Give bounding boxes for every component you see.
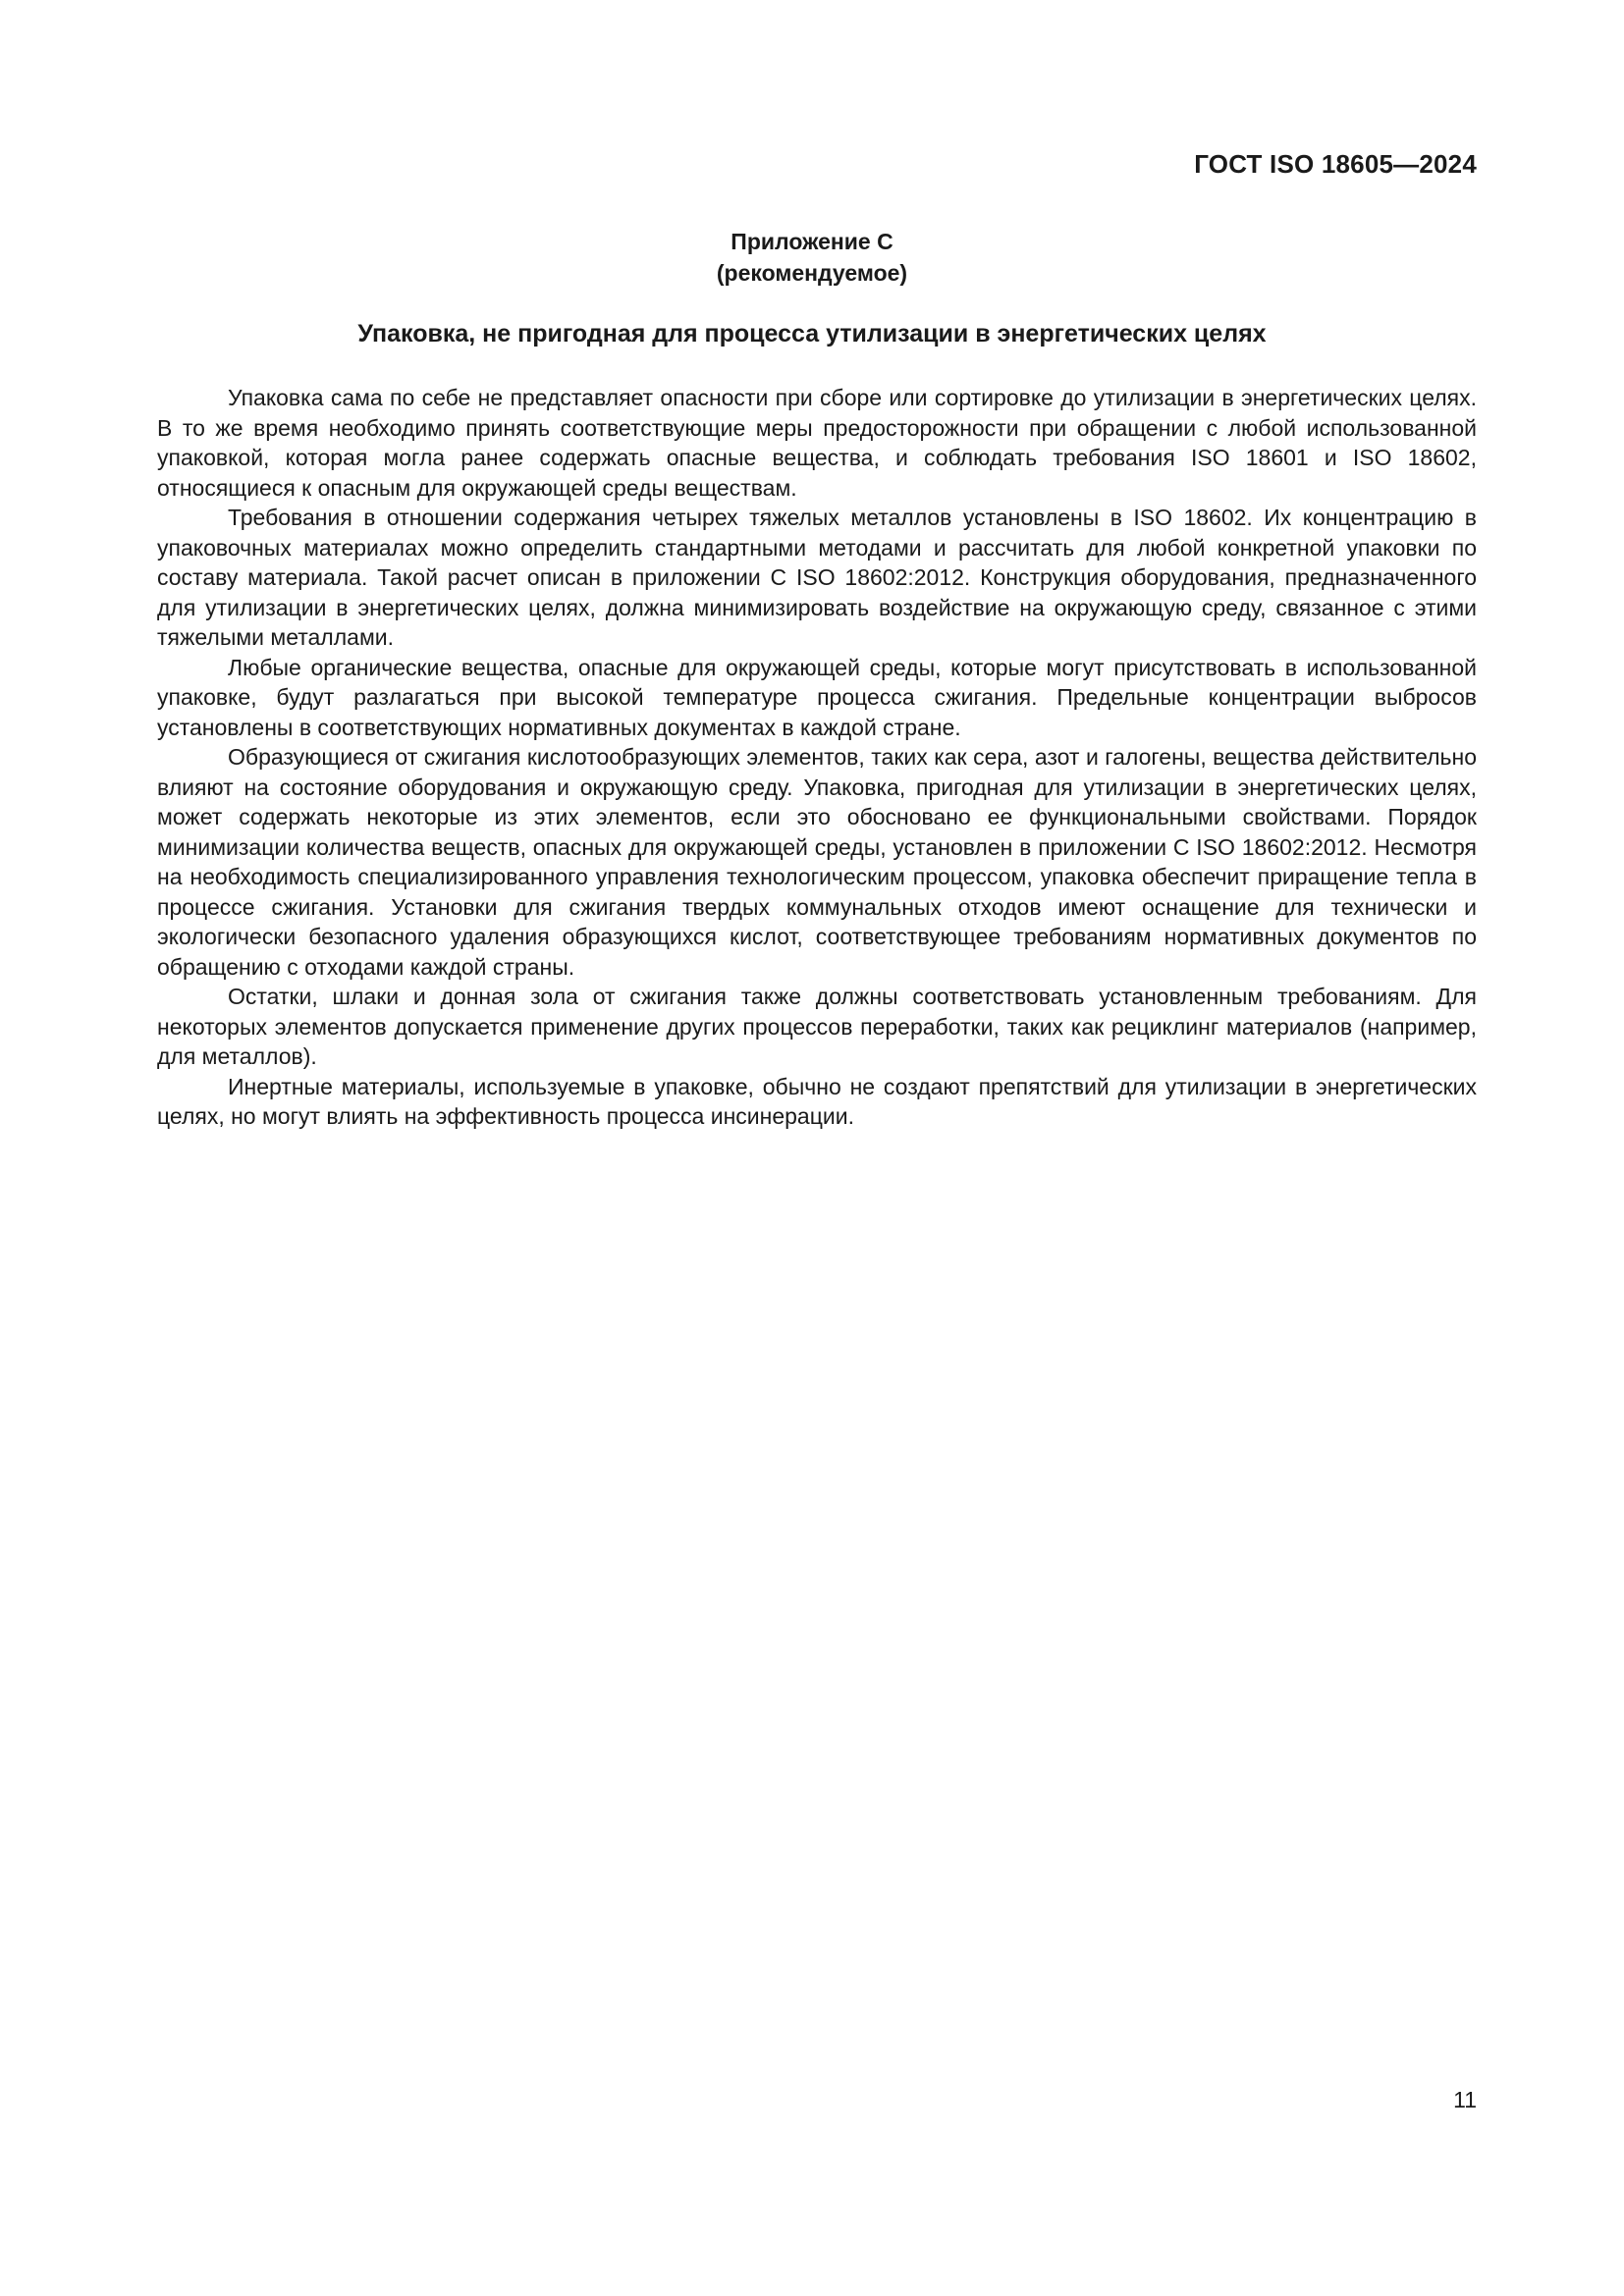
annex-title: Приложение С [731,229,893,254]
paragraph: Инертные материалы, используемые в упаковке, обычно не создают препятствий для утилизации в энергетических целях, но могут влиять на эффективность процесса инсинерации. [157,1073,1477,1129]
paragraph: Остатки, шлаки и донная зола от сжигания также должны соответствовать установленным требованиям. Для некоторых элементов допускается применение других процессов переработки, таких как рециклинг материалов (например, для металлов). [157,984,1477,1069]
section-title: Упаковка, не пригодная для процесса утилизации в энергетических целях [357,320,1267,347]
paragraph: Упаковка сама по себе не представляет опасности при сборе или сортировке до утилизации в энергетических целях. В то же время необходимо принять соответствующие меры предосторожности при обращении с любой использованной упаковкой, которая могла ранее содержать опасные вещества, и соблюдать требования ISO 18601 и ISO 18602, относящиеся к опасным для окружающей среды веществам. [157,385,1477,501]
body-text [157,383,1477,1132]
annex-status: (рекомендуемое) [716,260,908,286]
paragraph: Требования в отношении содержания четырех тяжелых металлов установлены в ISO 18602. Их концентрацию в упаковочных материалах можно определить стандартными методами и рассчитать для любой конкретной упаковки по составу материала. Такой расчет описан в приложении С ISO 18602:2012. Конструкция оборудования, предназначенного для утилизации в энергетических целях, должна минимизировать воздействие на окружающую среду, связанное с этими тяжелыми металлами. [157,505,1477,650]
paragraph: Образующиеся от сжигания кислотообразующих элементов, таких как сера, азот и галогены, вещества действительно влияют на состояние оборудования и окружающую среду. Упаковка, пригодная для утилизации в энергетических целях, может содержать некоторые из этих элементов, если это обосновано ее функциональными свойствами. Порядок минимизации количества веществ, опасных для окружающей среды, установлен в приложении С ISO 18602:2012. Несмотря на необходимость специализированного управления технологическим процессом, упаковка обеспечит приращение тепла в процессе сжигания. Установки для сжигания твердых коммунальных отходов имеют оснащение для технически и экологически безопасного удаления образующихся кислот, соответствующее требованиям нормативных документов по обращению с отходами каждой страны. [157,744,1477,980]
paragraph: Любые органические вещества, опасные для окружающей среды, которые могут присутствовать в использованной упаковке, будут разлагаться при высокой температуре процесса сжигания. Предельные концентрации выбросов установлены в соответствующих нормативных документах в каждой стране. [157,654,1477,740]
annex-heading [0,226,1624,289]
standard-id-header: ГОСТ ISO 18605—2024 [1194,149,1477,179]
page-number: 11 [1453,2087,1477,2112]
